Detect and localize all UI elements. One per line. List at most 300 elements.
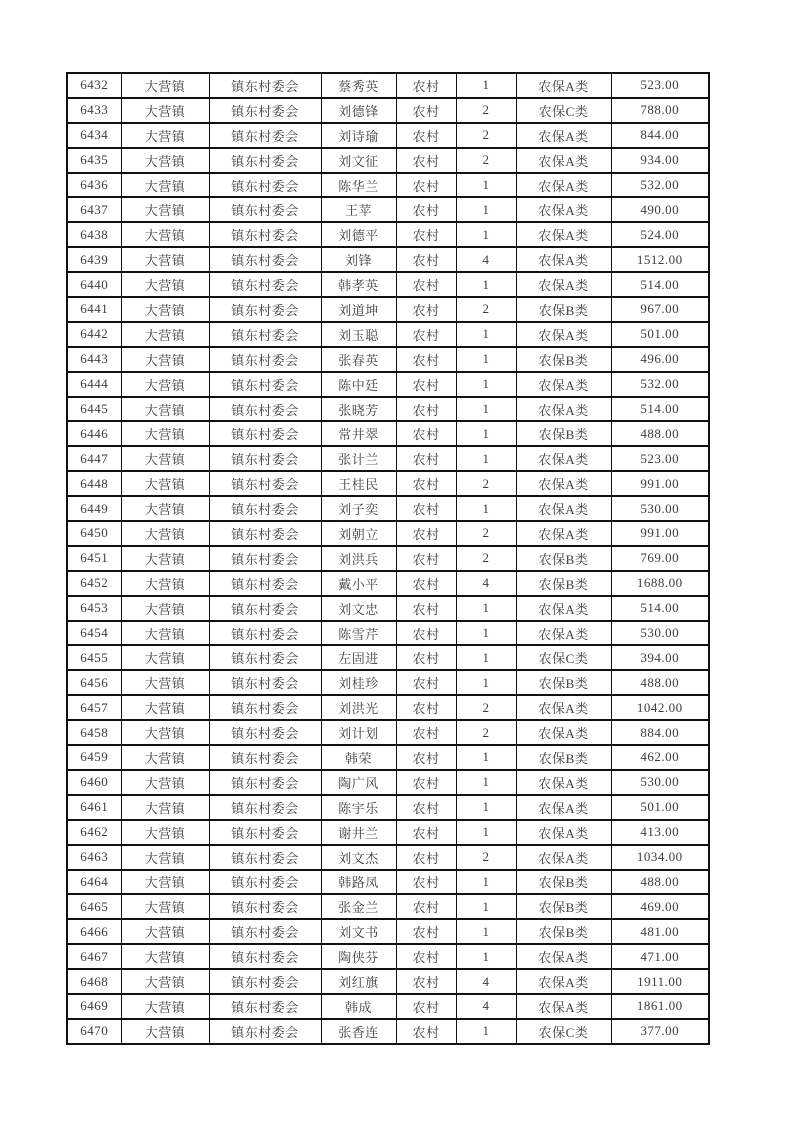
- cell-amount: 514.00: [611, 596, 709, 621]
- cell-village-committee: 镇东村委会: [209, 795, 321, 820]
- cell-person-count: 1: [456, 347, 516, 372]
- cell-person-name: 陶侠芬: [321, 944, 396, 969]
- cell-amount: 471.00: [611, 944, 709, 969]
- cell-town: 大营镇: [121, 969, 209, 994]
- cell-person-name: 戴小平: [321, 571, 396, 596]
- cell-residence-type: 农村: [396, 322, 456, 347]
- cell-village-committee: 镇东村委会: [209, 446, 321, 471]
- cell-residence-type: 农村: [396, 247, 456, 272]
- cell-person-count: 1: [456, 1019, 516, 1044]
- cell-village-committee: 镇东村委会: [209, 571, 321, 596]
- cell-insurance-category: 农保B类: [516, 670, 611, 695]
- cell-person-name: 刘桂珍: [321, 670, 396, 695]
- cell-serial-number: 6441: [67, 297, 121, 322]
- cell-amount: 934.00: [611, 148, 709, 173]
- cell-village-committee: 镇东村委会: [209, 173, 321, 198]
- cell-village-committee: 镇东村委会: [209, 820, 321, 845]
- cell-person-name: 刘文忠: [321, 596, 396, 621]
- cell-village-committee: 镇东村委会: [209, 695, 321, 720]
- cell-amount: 1042.00: [611, 695, 709, 720]
- cell-amount: 413.00: [611, 820, 709, 845]
- table-row: [67, 272, 709, 297]
- table-row: [67, 148, 709, 173]
- cell-insurance-category: 农保C类: [516, 645, 611, 670]
- table-row: [67, 894, 709, 919]
- cell-amount: 462.00: [611, 745, 709, 770]
- cell-village-committee: 镇东村委会: [209, 870, 321, 895]
- cell-insurance-category: 农保C类: [516, 1019, 611, 1044]
- cell-insurance-category: 农保A类: [516, 521, 611, 546]
- table-row: [67, 222, 709, 247]
- cell-person-count: 1: [456, 496, 516, 521]
- cell-person-count: 2: [456, 98, 516, 123]
- cell-village-committee: 镇东村委会: [209, 98, 321, 123]
- cell-serial-number: 6458: [67, 720, 121, 745]
- cell-person-name: 左固进: [321, 645, 396, 670]
- cell-person-count: 2: [456, 720, 516, 745]
- cell-serial-number: 6433: [67, 98, 121, 123]
- table-body: [67, 73, 709, 1044]
- cell-town: 大营镇: [121, 720, 209, 745]
- cell-village-committee: 镇东村委会: [209, 372, 321, 397]
- cell-insurance-category: 农保C类: [516, 98, 611, 123]
- table-row: [67, 421, 709, 446]
- cell-village-committee: 镇东村委会: [209, 670, 321, 695]
- cell-insurance-category: 农保B类: [516, 347, 611, 372]
- cell-residence-type: 农村: [396, 272, 456, 297]
- cell-village-committee: 镇东村委会: [209, 123, 321, 148]
- cell-insurance-category: 农保A类: [516, 720, 611, 745]
- cell-village-committee: 镇东村委会: [209, 397, 321, 422]
- cell-residence-type: 农村: [396, 173, 456, 198]
- cell-town: 大营镇: [121, 645, 209, 670]
- cell-insurance-category: 农保A类: [516, 372, 611, 397]
- cell-person-count: 2: [456, 845, 516, 870]
- cell-village-committee: 镇东村委会: [209, 247, 321, 272]
- cell-residence-type: 农村: [396, 496, 456, 521]
- cell-residence-type: 农村: [396, 471, 456, 496]
- table-row: [67, 123, 709, 148]
- cell-village-committee: 镇东村委会: [209, 720, 321, 745]
- cell-person-name: 谢井兰: [321, 820, 396, 845]
- cell-insurance-category: 农保A类: [516, 272, 611, 297]
- cell-town: 大营镇: [121, 621, 209, 646]
- cell-person-count: 1: [456, 894, 516, 919]
- table-row: [67, 173, 709, 198]
- table-row: [67, 446, 709, 471]
- table-row: [67, 621, 709, 646]
- cell-serial-number: 6467: [67, 944, 121, 969]
- cell-amount: 490.00: [611, 197, 709, 222]
- cell-amount: 1688.00: [611, 571, 709, 596]
- cell-residence-type: 农村: [396, 397, 456, 422]
- cell-village-committee: 镇东村委会: [209, 944, 321, 969]
- cell-village-committee: 镇东村委会: [209, 894, 321, 919]
- cell-person-count: 2: [456, 297, 516, 322]
- cell-village-committee: 镇东村委会: [209, 272, 321, 297]
- cell-town: 大营镇: [121, 919, 209, 944]
- cell-serial-number: 6438: [67, 222, 121, 247]
- cell-amount: 501.00: [611, 322, 709, 347]
- cell-amount: 1861.00: [611, 994, 709, 1019]
- cell-amount: 530.00: [611, 770, 709, 795]
- cell-serial-number: 6443: [67, 347, 121, 372]
- cell-person-count: 2: [456, 471, 516, 496]
- table-row: [67, 919, 709, 944]
- cell-town: 大营镇: [121, 247, 209, 272]
- cell-village-committee: 镇东村委会: [209, 322, 321, 347]
- cell-town: 大营镇: [121, 73, 209, 98]
- cell-town: 大营镇: [121, 347, 209, 372]
- cell-village-committee: 镇东村委会: [209, 496, 321, 521]
- cell-amount: 394.00: [611, 645, 709, 670]
- cell-village-committee: 镇东村委会: [209, 845, 321, 870]
- cell-village-committee: 镇东村委会: [209, 148, 321, 173]
- cell-person-name: 刘朝立: [321, 521, 396, 546]
- cell-amount: 530.00: [611, 621, 709, 646]
- cell-person-name: 刘玉聪: [321, 322, 396, 347]
- cell-insurance-category: 农保B类: [516, 870, 611, 895]
- cell-amount: 488.00: [611, 870, 709, 895]
- table-row: [67, 347, 709, 372]
- cell-residence-type: 农村: [396, 571, 456, 596]
- cell-town: 大营镇: [121, 123, 209, 148]
- table-row: [67, 521, 709, 546]
- cell-town: 大营镇: [121, 222, 209, 247]
- cell-residence-type: 农村: [396, 546, 456, 571]
- table-row: [67, 496, 709, 521]
- cell-person-name: 刘文书: [321, 919, 396, 944]
- cell-insurance-category: 农保B类: [516, 745, 611, 770]
- cell-serial-number: 6456: [67, 670, 121, 695]
- cell-person-count: 1: [456, 73, 516, 98]
- cell-person-name: 刘红旗: [321, 969, 396, 994]
- table-row: [67, 372, 709, 397]
- cell-person-count: 2: [456, 148, 516, 173]
- cell-village-committee: 镇东村委会: [209, 994, 321, 1019]
- cell-village-committee: 镇东村委会: [209, 197, 321, 222]
- cell-amount: 1034.00: [611, 845, 709, 870]
- cell-serial-number: 6452: [67, 571, 121, 596]
- cell-village-committee: 镇东村委会: [209, 421, 321, 446]
- cell-person-count: 1: [456, 820, 516, 845]
- cell-insurance-category: 农保B类: [516, 546, 611, 571]
- cell-amount: 991.00: [611, 471, 709, 496]
- table-row: [67, 1019, 709, 1044]
- cell-person-count: 1: [456, 222, 516, 247]
- cell-person-name: 刘洪光: [321, 695, 396, 720]
- cell-village-committee: 镇东村委会: [209, 596, 321, 621]
- cell-insurance-category: 农保A类: [516, 322, 611, 347]
- cell-person-name: 刘文杰: [321, 845, 396, 870]
- table-row: [67, 845, 709, 870]
- cell-insurance-category: 农保A类: [516, 695, 611, 720]
- cell-person-count: 1: [456, 397, 516, 422]
- table-row: [67, 98, 709, 123]
- cell-residence-type: 农村: [396, 720, 456, 745]
- cell-insurance-category: 农保B类: [516, 894, 611, 919]
- cell-amount: 532.00: [611, 173, 709, 198]
- cell-insurance-category: 农保A类: [516, 496, 611, 521]
- cell-person-count: 1: [456, 596, 516, 621]
- cell-insurance-category: 农保A类: [516, 148, 611, 173]
- cell-insurance-category: 农保B类: [516, 297, 611, 322]
- cell-amount: 501.00: [611, 795, 709, 820]
- cell-amount: 523.00: [611, 446, 709, 471]
- cell-residence-type: 农村: [396, 919, 456, 944]
- cell-amount: 523.00: [611, 73, 709, 98]
- cell-person-name: 陈宇乐: [321, 795, 396, 820]
- table-row: [67, 546, 709, 571]
- cell-person-name: 张香连: [321, 1019, 396, 1044]
- cell-residence-type: 农村: [396, 795, 456, 820]
- cell-amount: 884.00: [611, 720, 709, 745]
- cell-serial-number: 6461: [67, 795, 121, 820]
- cell-serial-number: 6450: [67, 521, 121, 546]
- cell-person-name: 刘文征: [321, 148, 396, 173]
- cell-village-committee: 镇东村委会: [209, 770, 321, 795]
- cell-residence-type: 农村: [396, 820, 456, 845]
- cell-person-count: 1: [456, 770, 516, 795]
- cell-person-count: 1: [456, 322, 516, 347]
- cell-person-count: 1: [456, 944, 516, 969]
- cell-serial-number: 6470: [67, 1019, 121, 1044]
- cell-town: 大营镇: [121, 870, 209, 895]
- cell-serial-number: 6446: [67, 421, 121, 446]
- cell-town: 大营镇: [121, 272, 209, 297]
- table-row: [67, 596, 709, 621]
- cell-person-name: 陶广风: [321, 770, 396, 795]
- cell-village-committee: 镇东村委会: [209, 621, 321, 646]
- cell-insurance-category: 农保B类: [516, 421, 611, 446]
- table-row: [67, 944, 709, 969]
- cell-amount: 532.00: [611, 372, 709, 397]
- cell-person-name: 刘德锋: [321, 98, 396, 123]
- cell-residence-type: 农村: [396, 969, 456, 994]
- cell-serial-number: 6451: [67, 546, 121, 571]
- cell-serial-number: 6449: [67, 496, 121, 521]
- cell-person-count: 1: [456, 621, 516, 646]
- cell-person-name: 王苹: [321, 197, 396, 222]
- cell-person-name: 刘锋: [321, 247, 396, 272]
- cell-residence-type: 农村: [396, 870, 456, 895]
- cell-town: 大营镇: [121, 820, 209, 845]
- cell-amount: 1911.00: [611, 969, 709, 994]
- cell-town: 大营镇: [121, 372, 209, 397]
- cell-town: 大营镇: [121, 845, 209, 870]
- cell-person-count: 4: [456, 994, 516, 1019]
- cell-residence-type: 农村: [396, 845, 456, 870]
- cell-town: 大营镇: [121, 471, 209, 496]
- cell-residence-type: 农村: [396, 446, 456, 471]
- cell-insurance-category: 农保A类: [516, 944, 611, 969]
- cell-amount: 514.00: [611, 397, 709, 422]
- cell-person-count: 2: [456, 546, 516, 571]
- cell-insurance-category: 农保A类: [516, 994, 611, 1019]
- cell-residence-type: 农村: [396, 521, 456, 546]
- cell-person-count: 1: [456, 173, 516, 198]
- cell-amount: 469.00: [611, 894, 709, 919]
- cell-insurance-category: 农保A类: [516, 820, 611, 845]
- cell-residence-type: 农村: [396, 421, 456, 446]
- cell-serial-number: 6455: [67, 645, 121, 670]
- cell-amount: 991.00: [611, 521, 709, 546]
- cell-person-name: 刘子奕: [321, 496, 396, 521]
- cell-town: 大营镇: [121, 770, 209, 795]
- cell-person-name: 刘道坤: [321, 297, 396, 322]
- cell-town: 大营镇: [121, 546, 209, 571]
- table-row: [67, 645, 709, 670]
- cell-person-name: 韩孝英: [321, 272, 396, 297]
- cell-town: 大营镇: [121, 994, 209, 1019]
- cell-insurance-category: 农保A类: [516, 247, 611, 272]
- cell-person-count: 1: [456, 421, 516, 446]
- cell-residence-type: 农村: [396, 944, 456, 969]
- cell-residence-type: 农村: [396, 596, 456, 621]
- cell-insurance-category: 农保A类: [516, 397, 611, 422]
- cell-town: 大营镇: [121, 173, 209, 198]
- table-row: [67, 670, 709, 695]
- cell-town: 大营镇: [121, 197, 209, 222]
- cell-serial-number: 6436: [67, 173, 121, 198]
- table-row: [67, 73, 709, 98]
- cell-serial-number: 6445: [67, 397, 121, 422]
- cell-person-count: 4: [456, 969, 516, 994]
- cell-serial-number: 6462: [67, 820, 121, 845]
- cell-serial-number: 6459: [67, 745, 121, 770]
- cell-insurance-category: 农保A类: [516, 969, 611, 994]
- cell-village-committee: 镇东村委会: [209, 521, 321, 546]
- cell-person-name: 韩荣: [321, 745, 396, 770]
- cell-person-name: 张计兰: [321, 446, 396, 471]
- table-row: [67, 197, 709, 222]
- cell-insurance-category: 农保A类: [516, 222, 611, 247]
- cell-residence-type: 农村: [396, 645, 456, 670]
- cell-village-committee: 镇东村委会: [209, 1019, 321, 1044]
- cell-amount: 488.00: [611, 421, 709, 446]
- cell-amount: 530.00: [611, 496, 709, 521]
- cell-person-count: 1: [456, 272, 516, 297]
- cell-person-count: 1: [456, 795, 516, 820]
- table-row: [67, 870, 709, 895]
- cell-person-name: 常井翠: [321, 421, 396, 446]
- cell-amount: 788.00: [611, 98, 709, 123]
- table-row: [67, 770, 709, 795]
- cell-residence-type: 农村: [396, 297, 456, 322]
- cell-person-name: 陈雪芹: [321, 621, 396, 646]
- cell-village-committee: 镇东村委会: [209, 645, 321, 670]
- cell-person-name: 王桂民: [321, 471, 396, 496]
- cell-person-count: 4: [456, 571, 516, 596]
- cell-serial-number: 6437: [67, 197, 121, 222]
- cell-village-committee: 镇东村委会: [209, 546, 321, 571]
- cell-town: 大营镇: [121, 670, 209, 695]
- cell-serial-number: 6448: [67, 471, 121, 496]
- payment-record-table: [66, 72, 710, 1045]
- cell-insurance-category: 农保B类: [516, 919, 611, 944]
- cell-serial-number: 6468: [67, 969, 121, 994]
- cell-person-name: 张金兰: [321, 894, 396, 919]
- cell-person-name: 张晓芳: [321, 397, 396, 422]
- cell-residence-type: 农村: [396, 1019, 456, 1044]
- cell-person-count: 1: [456, 645, 516, 670]
- cell-residence-type: 农村: [396, 98, 456, 123]
- cell-person-name: 刘洪兵: [321, 546, 396, 571]
- cell-person-name: 张春英: [321, 347, 396, 372]
- cell-town: 大营镇: [121, 421, 209, 446]
- cell-town: 大营镇: [121, 695, 209, 720]
- cell-amount: 481.00: [611, 919, 709, 944]
- cell-person-name: 刘计划: [321, 720, 396, 745]
- cell-village-committee: 镇东村委会: [209, 919, 321, 944]
- cell-town: 大营镇: [121, 745, 209, 770]
- cell-person-count: 1: [456, 197, 516, 222]
- cell-person-count: 1: [456, 670, 516, 695]
- cell-amount: 967.00: [611, 297, 709, 322]
- cell-serial-number: 6434: [67, 123, 121, 148]
- cell-residence-type: 农村: [396, 123, 456, 148]
- cell-person-count: 1: [456, 919, 516, 944]
- cell-residence-type: 农村: [396, 894, 456, 919]
- cell-town: 大营镇: [121, 944, 209, 969]
- cell-insurance-category: 农保A类: [516, 173, 611, 198]
- table-row: [67, 397, 709, 422]
- cell-village-committee: 镇东村委会: [209, 745, 321, 770]
- cell-person-name: 韩成: [321, 994, 396, 1019]
- cell-serial-number: 6457: [67, 695, 121, 720]
- cell-residence-type: 农村: [396, 197, 456, 222]
- cell-amount: 844.00: [611, 123, 709, 148]
- cell-insurance-category: 农保A类: [516, 795, 611, 820]
- cell-town: 大营镇: [121, 98, 209, 123]
- cell-serial-number: 6469: [67, 994, 121, 1019]
- cell-village-committee: 镇东村委会: [209, 73, 321, 98]
- cell-person-count: 1: [456, 446, 516, 471]
- table-row: [67, 297, 709, 322]
- cell-residence-type: 农村: [396, 994, 456, 1019]
- table-row: [67, 571, 709, 596]
- cell-amount: 377.00: [611, 1019, 709, 1044]
- cell-insurance-category: 农保A类: [516, 845, 611, 870]
- cell-person-name: 刘德平: [321, 222, 396, 247]
- cell-residence-type: 农村: [396, 73, 456, 98]
- cell-serial-number: 6453: [67, 596, 121, 621]
- cell-person-count: 2: [456, 123, 516, 148]
- cell-insurance-category: 农保A类: [516, 197, 611, 222]
- table-row: [67, 994, 709, 1019]
- cell-village-committee: 镇东村委会: [209, 969, 321, 994]
- cell-residence-type: 农村: [396, 670, 456, 695]
- cell-residence-type: 农村: [396, 372, 456, 397]
- cell-town: 大营镇: [121, 894, 209, 919]
- cell-insurance-category: 农保A类: [516, 446, 611, 471]
- cell-residence-type: 农村: [396, 621, 456, 646]
- cell-residence-type: 农村: [396, 695, 456, 720]
- cell-person-name: 韩路凤: [321, 870, 396, 895]
- table-row: [67, 695, 709, 720]
- table-row: [67, 820, 709, 845]
- cell-village-committee: 镇东村委会: [209, 347, 321, 372]
- table-row: [67, 795, 709, 820]
- cell-town: 大营镇: [121, 596, 209, 621]
- cell-residence-type: 农村: [396, 222, 456, 247]
- cell-serial-number: 6440: [67, 272, 121, 297]
- cell-amount: 524.00: [611, 222, 709, 247]
- cell-village-committee: 镇东村委会: [209, 471, 321, 496]
- cell-serial-number: 6435: [67, 148, 121, 173]
- cell-person-count: 1: [456, 745, 516, 770]
- table-row: [67, 745, 709, 770]
